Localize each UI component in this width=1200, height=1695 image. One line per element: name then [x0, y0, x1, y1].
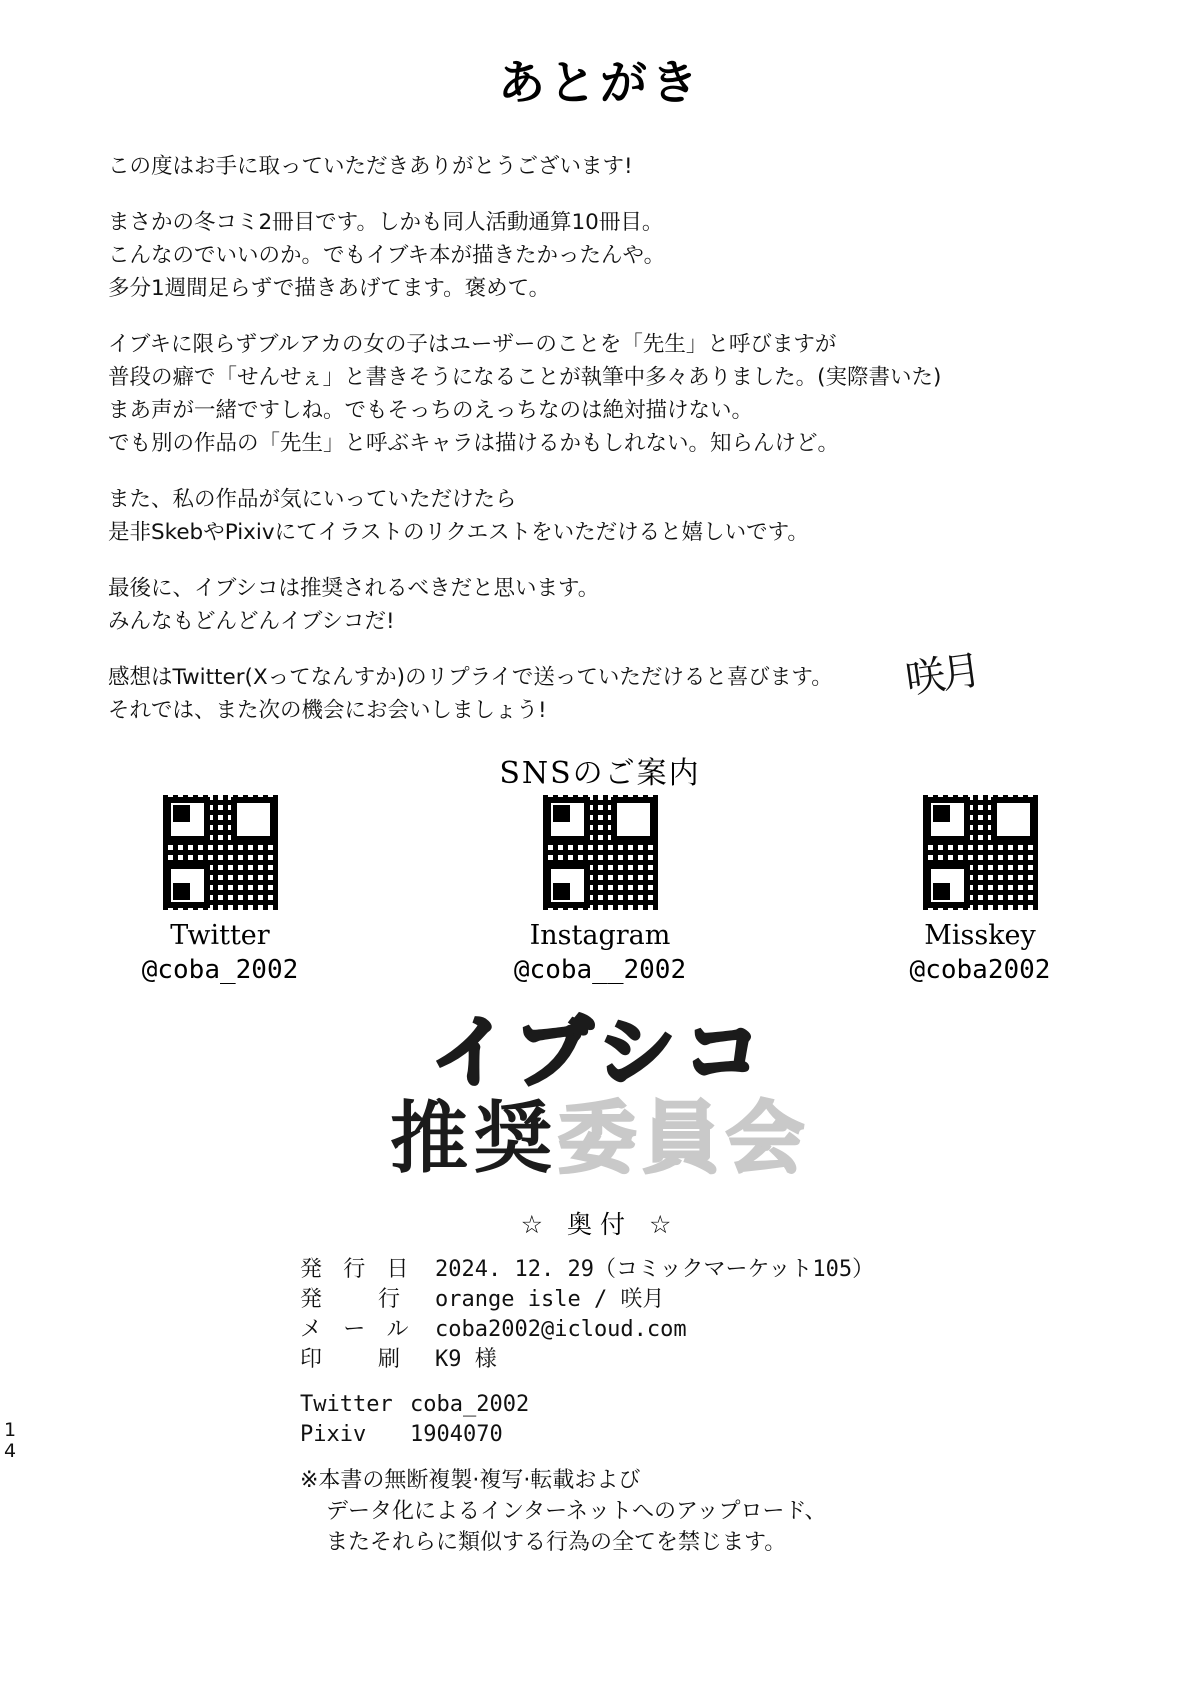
page-number [4, 1420, 16, 1462]
logo-line-2-dark: 推奨 [389, 1094, 558, 1184]
colophon-label: メ ー ル [300, 1317, 413, 1342]
colophon-table [300, 1255, 874, 1375]
page-number-digit-1: 1 [4, 1419, 17, 1441]
circle-logo [0, 1010, 1200, 1182]
author-signature: 咲月 [902, 647, 981, 704]
copyright-notice [300, 1465, 827, 1558]
sns-account [870, 795, 1090, 985]
colophon-row [300, 1345, 874, 1375]
afterword-body [108, 150, 988, 750]
colophon-link-label: Pixiv [300, 1422, 367, 1447]
colophon-row [300, 1255, 874, 1285]
logo-line-2 [0, 1096, 1200, 1182]
colophon-value: 2024. 12. 29（コミックマーケット105） [435, 1257, 875, 1282]
afterword-line: それでは、また次の機会にお会いしましょう! [108, 698, 547, 723]
notice-line: またそれらに類似する行為の全てを禁じます。 [326, 1530, 787, 1555]
afterword-paragraph [108, 150, 988, 183]
colophon-value: orange isle / 咲月 [435, 1287, 665, 1312]
colophon-link-row [300, 1420, 529, 1450]
afterword-line: まあ声が一緒ですしね。でもそっちのえっちなのは絶対描けない。 [108, 398, 754, 423]
notice-line: ※本書の無断複製·複写·転載および [300, 1468, 641, 1493]
afterword-line: また、私の作品が気にいっていただけたら [108, 487, 517, 512]
afterword-line: 最後に、イブシコは推奨されるべきだと思います。 [108, 576, 600, 601]
afterword-line: こんなのでいいのか。でもイブキ本が描きたかったんや。 [108, 243, 666, 268]
afterword-line: まさかの冬コミ2冊目です。しかも同人活動通算10冊目。 [108, 210, 664, 235]
afterword-line: 多分1週間足らずで描きあげてます。褒めて。 [108, 276, 551, 301]
afterword-line: 是非SkebやPixivにてイラストのリクエストをいただけると嬉しいです。 [108, 520, 809, 545]
sns-accounts [110, 795, 1090, 985]
colophon-link-label: Twitter [300, 1392, 393, 1417]
colophon-value: coba2002@icloud.com [435, 1317, 687, 1342]
qr-code-icon [923, 795, 1038, 910]
colophon-value: K9 様 [435, 1347, 497, 1372]
logo-line-1: イブシコ [430, 1008, 770, 1098]
afterword-paragraph [108, 572, 988, 638]
colophon-heading: ☆ 奥付 ☆ [520, 1210, 680, 1239]
afterword-line: でも別の作品の「先生」と呼ぶキャラは描けるかもしれない。知らんけど。 [108, 431, 840, 456]
afterword-paragraph [108, 661, 988, 727]
sns-account-handle: @coba__2002 [513, 955, 687, 985]
sns-account-handle: @coba2002 [909, 955, 1051, 985]
colophon-row [300, 1285, 874, 1315]
colophon-label: 発 行 日 [300, 1257, 413, 1282]
afterword-paragraph [108, 483, 988, 549]
afterword-paragraph [108, 206, 988, 305]
colophon-link-row [300, 1390, 529, 1420]
qr-code-icon [543, 795, 658, 910]
colophon-row [300, 1315, 874, 1345]
logo-line-2-gray: 委員会 [558, 1094, 811, 1184]
sns-account-name: Twitter [170, 920, 270, 951]
afterword-line: 普段の癖で「せんせぇ」と書きそうになることが執筆中多々ありました。(実際書いた) [108, 365, 942, 390]
sns-account [490, 795, 710, 985]
qr-code-icon [163, 795, 278, 910]
sns-account-handle: @coba_2002 [141, 955, 299, 985]
colophon-link-value: 1904070 [410, 1422, 503, 1447]
page-title: あとがき [498, 56, 702, 111]
afterword-paragraph [108, 328, 988, 460]
notice-line: データ化によるインターネットへのアップロード、 [326, 1499, 827, 1524]
colophon-link-value: coba_2002 [410, 1392, 530, 1417]
sns-account-name: Misskey [924, 920, 1036, 951]
sns-account-name: Instagram [529, 920, 671, 951]
colophon-label: 印 刷 [300, 1347, 405, 1372]
colophon-links [300, 1390, 529, 1450]
page-number-digit-2: 4 [4, 1440, 17, 1462]
sns-heading: SNSのご案内 [499, 756, 701, 791]
colophon-label: 発 行 [300, 1287, 405, 1312]
afterword-line: みんなもどんどんイブシコだ! [108, 609, 395, 634]
afterword-line: この度はお手に取っていただきありがとうございます! [108, 154, 633, 179]
afterword-line: 感想はTwitter(Xってなんすか)のリプライで送っていただけると喜びます。 [108, 665, 833, 690]
sns-account [110, 795, 330, 985]
afterword-line: イブキに限らずブルアカの女の子はユーザーのことを「先生」と呼びますが [108, 332, 837, 357]
